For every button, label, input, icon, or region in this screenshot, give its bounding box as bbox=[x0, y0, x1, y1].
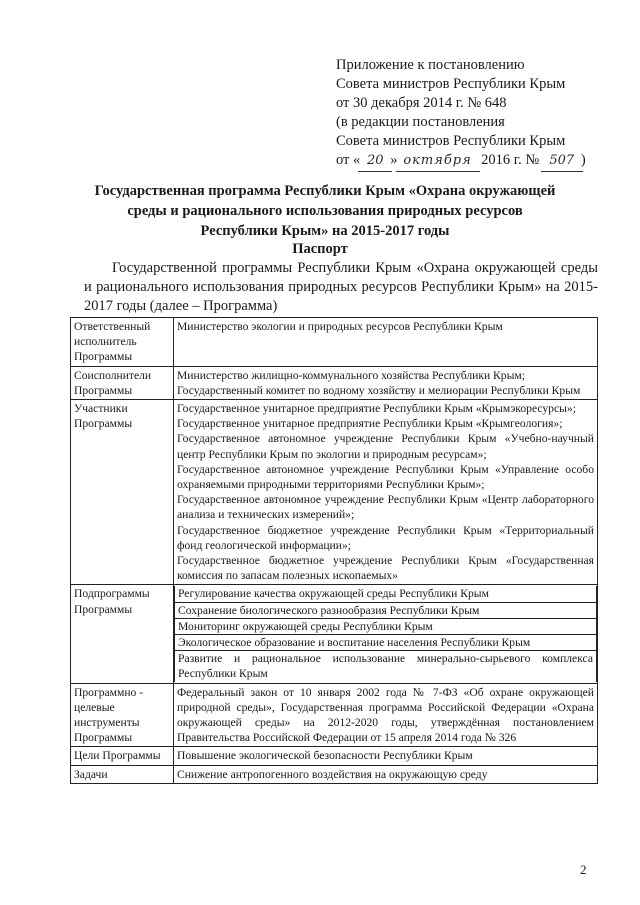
approval-line: Совета министров Республики Крым bbox=[336, 133, 566, 149]
program-title: Государственная программа Республики Крым «Охрана окружающей среды и рационального использования природных ресурсов Республики Крым» на 2015-2017 годы bbox=[94, 183, 556, 239]
amendment-date-line bbox=[336, 151, 626, 170]
row-label: Участники Программы bbox=[71, 400, 174, 585]
subprogram-item: Сохранение биологического разнообразия Республики Крым bbox=[174, 603, 597, 619]
handwritten-month: октября bbox=[398, 151, 478, 170]
approval-line: (в редакции постановления bbox=[336, 114, 505, 130]
approval-block bbox=[336, 56, 626, 170]
row-label: Ответственный исполнитель Программы bbox=[71, 318, 174, 367]
approval-line: от 30 декабря 2014 г. № 648 bbox=[336, 95, 507, 111]
list-item: Государственное унитарное предприятие Республики Крым «Крымгеология»; bbox=[177, 417, 563, 431]
date-year: 2016 г. № bbox=[477, 152, 543, 168]
row-value bbox=[174, 585, 598, 683]
table-row bbox=[71, 747, 598, 765]
row-label: Цели Программы bbox=[71, 747, 174, 765]
row-value: Федеральный закон от 10 января 2002 года № 7-ФЗ «Об охране окружающей природной среды», Государственная программа Российской Федерации «Охрана окружающей среды» на 2012-2020 годы, утверждённая постановлением Правительства Российской Федерации от 15 апреля 2014 года № 326 bbox=[174, 683, 598, 747]
list-item: Государственное бюджетное учреждение Республики Крым «Государственная комиссия по запасам полезных ископаемых» bbox=[177, 554, 594, 583]
row-value: Министерство экологии и природных ресурсов Республики Крым bbox=[174, 318, 598, 367]
table-row bbox=[71, 366, 598, 399]
table-row bbox=[71, 585, 598, 683]
row-value bbox=[174, 366, 598, 399]
subprogram-item: Регулирование качества окружающей среды Республики Крым bbox=[174, 586, 597, 602]
passport-table bbox=[70, 317, 598, 784]
row-value: Снижение антропогенного воздействия на окружающую среду bbox=[174, 765, 598, 783]
subprogram-item: Развитие и рациональное использование минерально-сырьевого комплекса Республики Крым bbox=[174, 651, 597, 681]
row-label: Задачи bbox=[71, 765, 174, 783]
handwritten-number: 507 bbox=[543, 151, 581, 170]
row-label: Программно - целевые инструменты Программы bbox=[71, 683, 174, 747]
date-mid: » bbox=[390, 152, 398, 168]
date-prefix: от « bbox=[336, 152, 361, 168]
subprogram-item: Экологическое образование и воспитание населения Республики Крым bbox=[174, 635, 597, 651]
page-number: 2 bbox=[580, 862, 587, 877]
row-label: Соисполнители Программы bbox=[71, 366, 174, 399]
handwritten-day: 20 bbox=[360, 151, 390, 170]
list-item: Государственное унитарное предприятие Республики Крым «Крымэкоресурсы»; bbox=[177, 402, 576, 416]
list-item: Государственное автономное учреждение Республики Крым «Центр лабораторного анализа и технических измерений»; bbox=[177, 493, 594, 522]
approval-line: Приложение к постановлению bbox=[336, 57, 525, 73]
approval-line: Совета министров Республики Крым bbox=[336, 76, 566, 92]
row-value bbox=[174, 400, 598, 585]
date-suffix: ) bbox=[580, 152, 586, 168]
row-label: Подпрограммы Программы bbox=[71, 585, 174, 683]
row-value: Повышение экологической безопасности Республики Крым bbox=[174, 747, 598, 765]
list-item: Министерство жилищно-коммунального хозяйства Республики Крым; bbox=[177, 368, 525, 382]
table-row bbox=[71, 765, 598, 783]
list-item: Государственное автономное учреждение Республики Крым «Учебно-научный центр Республики Крым по экологии и природным ресурсам»; bbox=[177, 432, 594, 461]
passport-heading: Паспорт bbox=[292, 241, 348, 257]
table-row bbox=[71, 400, 598, 585]
table-row bbox=[71, 318, 598, 367]
list-item: Государственное бюджетное учреждение Республики Крым «Территориальный фонд геологической информации»; bbox=[177, 523, 594, 552]
subprogram-item: Мониторинг окружающей среды Республики Крым bbox=[174, 619, 597, 635]
list-item: Государственный комитет по водному хозяйству и мелиорации Республики Крым bbox=[177, 383, 581, 397]
list-item: Государственное автономное учреждение Республики Крым «Управление особо охраняемыми природными территориями Республики Крым»; bbox=[177, 462, 594, 492]
table-row bbox=[71, 683, 598, 747]
passport-intro: Государственной программы Республики Крым «Охрана окружающей среды и рационального использования природных ресурсов Республики Крым» на 2015-2017 годы (далее – Программа) bbox=[84, 260, 598, 314]
